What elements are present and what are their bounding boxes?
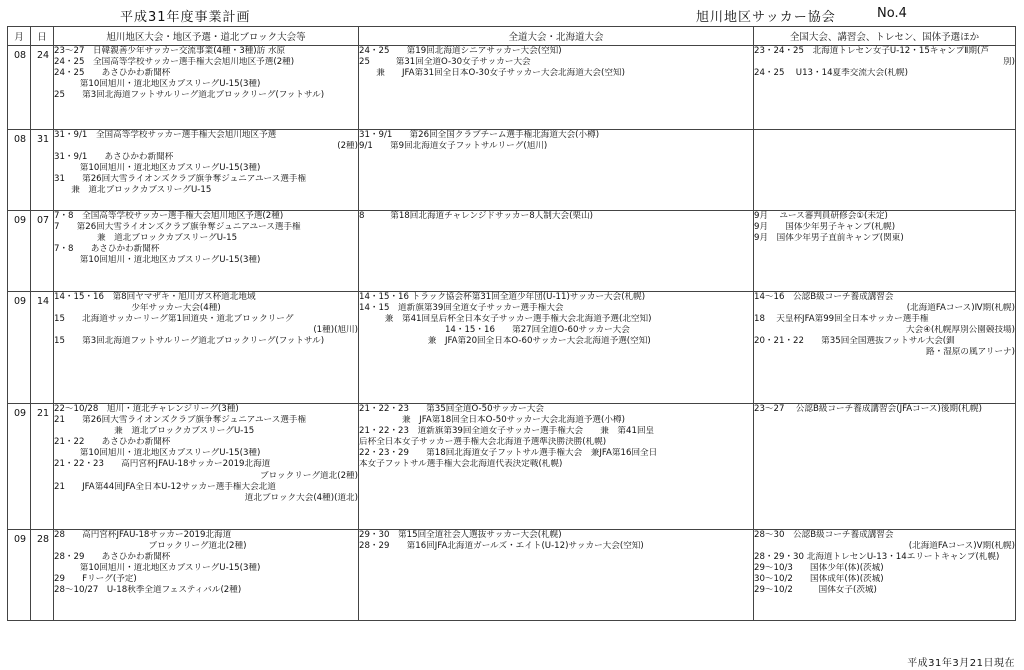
event-line: 24・25 あさひかわ新聞杯 [54,68,171,79]
event-line: 兼 第41回皇后杯全日本女子サッカー選手権大会北海道予選(北空知) [359,314,652,325]
local-events-cell [54,46,359,130]
event-line: 31・9/1 全国高等学校サッカー選手権大会旭川地区予選 [54,130,277,140]
event-line: (1種)(旭川) [313,325,358,336]
event-line: 22～10/28 旭川・道北チャレンジリーグ(3種) [54,404,239,414]
event-line: 29・30 第15回全道社会人選抜サッカー大会(札幌) [359,530,562,540]
table-row [8,130,1016,211]
local-events-cell [54,130,359,211]
header-hokkaido-events: 全道大会・北海道大会 [359,27,754,46]
national-events-cell [754,46,1016,130]
schedule-table [7,26,1016,621]
day-cell: 24 [31,46,54,130]
event-line: 21・22 あさひかわ新聞杯 [54,437,171,448]
event-line: (北海道FAコース)Ⅳ期(札幌) [906,303,1015,314]
event-line: 28・29 第16回JFA北海道ガールズ・エイト(U-12)サッカー大会(空知) [359,541,644,552]
month-cell: 08 [8,46,31,130]
event-line: 兼 JFA第18回全日本O-50サッカー大会北海道予選(小樽) [359,415,625,426]
event-line: 22・23・29 第18回北海道女子フットサル選手権大会 兼JFA第16回全日 [359,448,658,459]
header-day: 日 [31,27,54,46]
hokkaido-events-cell [359,292,754,404]
local-events-cell [54,292,359,404]
event-line: 14・15・16 トラック協会杯第31回全道少年団(U-11)サッカー大会(札幌) [359,292,646,302]
event-line: 兼 道北ブロックカブスリーグU-15 [54,185,212,196]
event-line: 28・29・30 北海道トレセンU-13・14エリートキャンプ(札幌) [754,552,1000,563]
hokkaido-events-cell [359,404,754,530]
event-line: (北海道FAコース)Ⅴ期(札幌) [908,541,1015,552]
event-line: 大会④(札幌厚別公園競技場) [906,325,1015,336]
national-events-cell [754,404,1016,530]
day-cell: 07 [31,211,54,292]
event-line: 20・21・22 第35回全国選抜フットサル大会(釧 [754,336,955,347]
event-line: 9/1 第9回北海道女子フットサルリーグ(旭川) [359,141,548,152]
table-row [8,46,1016,130]
event-line: 兼 JFA第31回全日本O-30女子サッカー大会北海道大会(空知) [359,68,625,79]
event-line: 21・22・23 第35回全道O-50サッカー大会 [359,404,544,414]
page-number: No.4 [877,6,907,21]
event-line: 30～10/2 国体成年(体)(茨城) [754,574,884,585]
local-events-cell [54,404,359,530]
event-line: 8 第18回北海道チャレンジドサッカー8人制大会(栗山) [359,211,593,221]
header-national-events: 全国大会、講習会、トレセン、国体予選ほか [754,27,1016,46]
hokkaido-events-cell [359,530,754,621]
event-line: 14・15 道新旗第39回全道女子サッカー選手権大会 [359,303,564,314]
day-cell: 28 [31,530,54,621]
table-header-row [8,27,1016,46]
event-line: 28～10/27 U-18秋季全道フェスティバル(2種) [54,585,242,596]
event-line: 第10回旭川・道北地区カブスリーグU-15(3種) [54,163,261,174]
event-line: 14・15・16 第8回ヤマザキ・旭川ガス杯道北地域 [54,292,256,302]
event-line: 第10回旭川・道北地区カブスリーグU-15(3種) [54,448,261,459]
event-line: 25 第31回全道O-30女子サッカー大会 [359,57,531,68]
event-line: 7・8 あさひかわ新聞杯 [54,244,160,255]
event-line: 21・22・23 道新旗第39回全道女子サッカー選手権大会 兼 第41回皇 [359,426,655,437]
event-line: 9月 国体少年男子直前キャンプ(関東) [754,233,904,244]
table-body [8,46,1016,621]
event-line: 兼 JFA第20回全日本O-60サッカー大会北海道予選(空知) [359,336,651,347]
local-events-cell [54,211,359,292]
event-line: 第10回旭川・道北地区カブスリーグU-15(3種) [54,255,261,266]
event-line: 后杯全日本女子サッカー選手権大会北海道予選準決勝決勝(札幌) [359,437,607,448]
event-line: 24・25 U13・14夏季交流大会(札幌) [754,68,908,79]
event-line: (2種) [337,141,358,152]
national-events-cell [754,130,1016,211]
hokkaido-events-cell [359,130,754,211]
month-cell: 09 [8,292,31,404]
national-events-cell [754,292,1016,404]
event-line: 31・9/1 あさひかわ新聞杯 [54,152,174,163]
header-local-events: 旭川地区大会・地区予選・道北ブロック大会等 [54,27,359,46]
event-line: 15 第3回北海道フットサルリーグ道北ブロックリーグ(フットサル) [54,336,325,347]
event-line: 31 第26回大雪ライオンズクラブ旗争奪ジュニアユース選手権 [54,174,307,185]
day-cell: 14 [31,292,54,404]
month-cell: 08 [8,130,31,211]
event-line: 本女子フットサル選手権大会北海道代表決定戦(札幌) [359,459,563,470]
hokkaido-events-cell [359,211,754,292]
event-line: 9月 ユース審判員研修会①(未定) [754,211,888,221]
event-line: 18 天皇杯JFA第99回全日本サッカー選手権 [754,314,929,325]
event-line: 少年サッカー大会(4種) [54,303,221,314]
event-line: 21 第26回大雪ライオンズクラブ旗争奪ジュニアユース選手権 [54,415,307,426]
event-line: 29～10/3 国体少年(体)(茨城) [754,563,884,574]
event-line: 25 第3回北海道フットサルリーグ道北ブロックリーグ(フットサル) [54,90,325,101]
event-line: 23～27 公認B級コーチ養成講習会(JFAコース)後期(札幌) [754,404,982,414]
event-line: 7 第26回大雪ライオンズクラブ旗争奪ジュニアユース選手権 [54,222,301,233]
hokkaido-events-cell [359,46,754,130]
month-cell: 09 [8,530,31,621]
table-row [8,404,1016,530]
event-line: 兼 道北ブロックカブスリーグU-15 [54,426,255,437]
event-line: ブロックリーグ道北(2種) [54,541,247,552]
event-line: 道北ブロック大会(4種)(道北) [244,492,358,503]
event-line: 21・22・23 高円宮杯JFAU-18サッカー2019北海道 [54,459,271,470]
event-line: 29 Fリーグ(予定) [54,574,137,585]
event-line: 14～16 公認B級コーチ養成講習会 [754,292,894,302]
as-of-date: 平成31年3月21日現在 [907,658,1015,669]
event-line: 別) [1003,57,1015,68]
event-line: 9月 国体少年男子キャンプ(札幌) [754,222,896,233]
national-events-cell [754,530,1016,621]
event-line: ブロックリーグ道北(2種) [260,470,358,481]
event-line: 路・湿原の風アリーナ) [926,347,1015,358]
event-line: 14・15・16 第27回全道O-60サッカー大会 [359,325,630,336]
event-line: 28～30 公認B級コーチ養成講習会 [754,530,894,540]
local-events-cell [54,530,359,621]
event-line: 28・29 あさひかわ新聞杯 [54,552,171,563]
event-line: 31・9/1 第26回全国クラブチーム選手権北海道大会(小樽) [359,130,600,140]
event-line: 21 JFA第44回JFA全日本U-12サッカー選手権大会北道 [54,481,276,492]
event-line: 第10回旭川・道北地区カブスリーグU-15(3種) [54,563,261,574]
event-line: 7・8 全国高等学校サッカー選手権大会旭川地区予選(2種) [54,211,284,221]
day-cell: 31 [31,130,54,211]
month-cell: 09 [8,404,31,530]
document-title: 平成31年度事業計画 [120,10,251,25]
event-line: 29～10/2 国体女子(茨城) [754,585,877,596]
national-events-cell [754,211,1016,292]
event-line: 24・25 第19回北海道シニアサッカー大会(空知) [359,46,562,56]
table-row [8,530,1016,621]
association-name: 旭川地区サッカー協会 [696,10,836,25]
event-line: 23・24・25 北海道トレセン女子U-12・15キャンプⅡ期(芦 [754,46,989,56]
event-line: 15 北海道サッカーリーグ第1回道央・道北ブロックリーグ [54,314,294,325]
title-bar [0,6,1024,24]
table-row [8,211,1016,292]
event-line: 第10回旭川・道北地区カブスリーグU-15(3種) [54,79,261,90]
event-line: 24・25 全国高等学校サッカー選手権大会旭川地区予選(2種) [54,57,295,68]
header-month: 月 [8,27,31,46]
day-cell: 21 [31,404,54,530]
event-line: 兼 道北ブロックカブスリーグU-15 [54,233,238,244]
table-row [8,292,1016,404]
event-line: 23～27 日韓親善少年サッカー交流事業(4種・3種)訪 水原 [54,46,286,56]
event-line: 28 高円宮杯JFAU-18サッカー2019北海道 [54,530,232,540]
month-cell: 09 [8,211,31,292]
